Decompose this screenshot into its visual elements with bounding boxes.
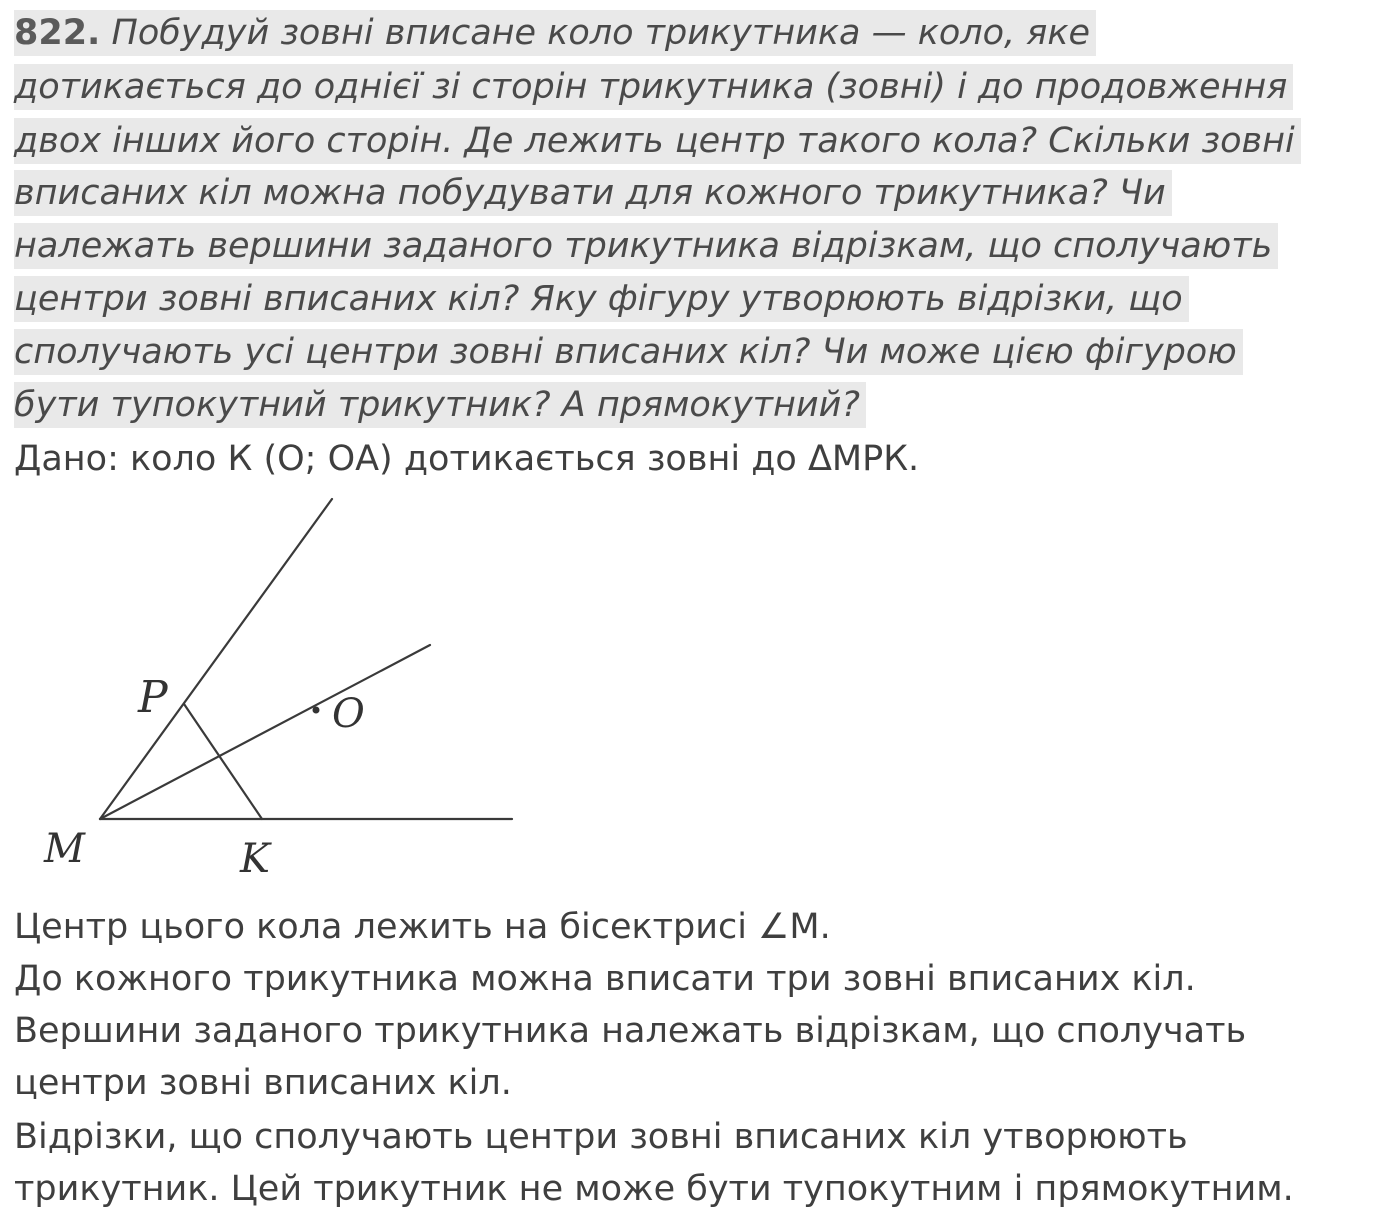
problem-number: 822. [14,13,101,53]
label-m: M [44,826,85,872]
center-point-o [313,707,320,714]
problem-line-3: двох інших його сторін. Де лежить центр такого кола? Скільки зовні [14,118,1301,164]
answer-line-2: До кожного трикутника можна вписати три зовні вписаних кіл. [14,959,1196,999]
given-statement: Дано: коло К (О; ОА) дотикається зовні до ΔМРК. [14,439,920,479]
geometry-drawing [0,480,600,880]
answer-line-5: Відрізки, що сполучають центри зовні вписаних кіл утворюють [14,1117,1188,1157]
problem-text: Побудуй зовні вписане коло трикутника — коло, яке [111,13,1091,53]
problem-line-1 [14,10,1096,56]
side-pk [184,704,262,819]
problem-line-5: належать вершини заданого трикутника відрізкам, що сполучають [14,223,1278,269]
problem-line-2: дотикається до однієї зі сторін трикутника (зовні) і до продовження [14,64,1293,110]
problem-line-8: бути тупокутний трикутник? А прямокутний? [14,382,866,428]
answer-line-3: Вершини заданого трикутника належать відрізкам, що сполучать [14,1011,1247,1051]
label-k: K [240,836,270,880]
answer-line-6: трикутник. Цей трикутник не може бути тупокутним і прямокутним. [14,1169,1294,1209]
label-o: O [332,691,365,737]
ray-mp [100,499,332,819]
answer-line-1: Центр цього кола лежить на бісектрисі ∠М. [14,907,831,947]
problem-line-6: центри зовні вписаних кіл? Яку фігуру утворюють відрізки, що [14,276,1189,322]
label-p: P [138,672,168,723]
problem-line-7: сполучають усі центри зовні вписаних кіл? Чи може цією фігурою [14,329,1243,375]
answer-line-4: центри зовні вписаних кіл. [14,1063,512,1103]
problem-line-4: вписаних кіл можна побудувати для кожного трикутника? Чи [14,170,1172,216]
